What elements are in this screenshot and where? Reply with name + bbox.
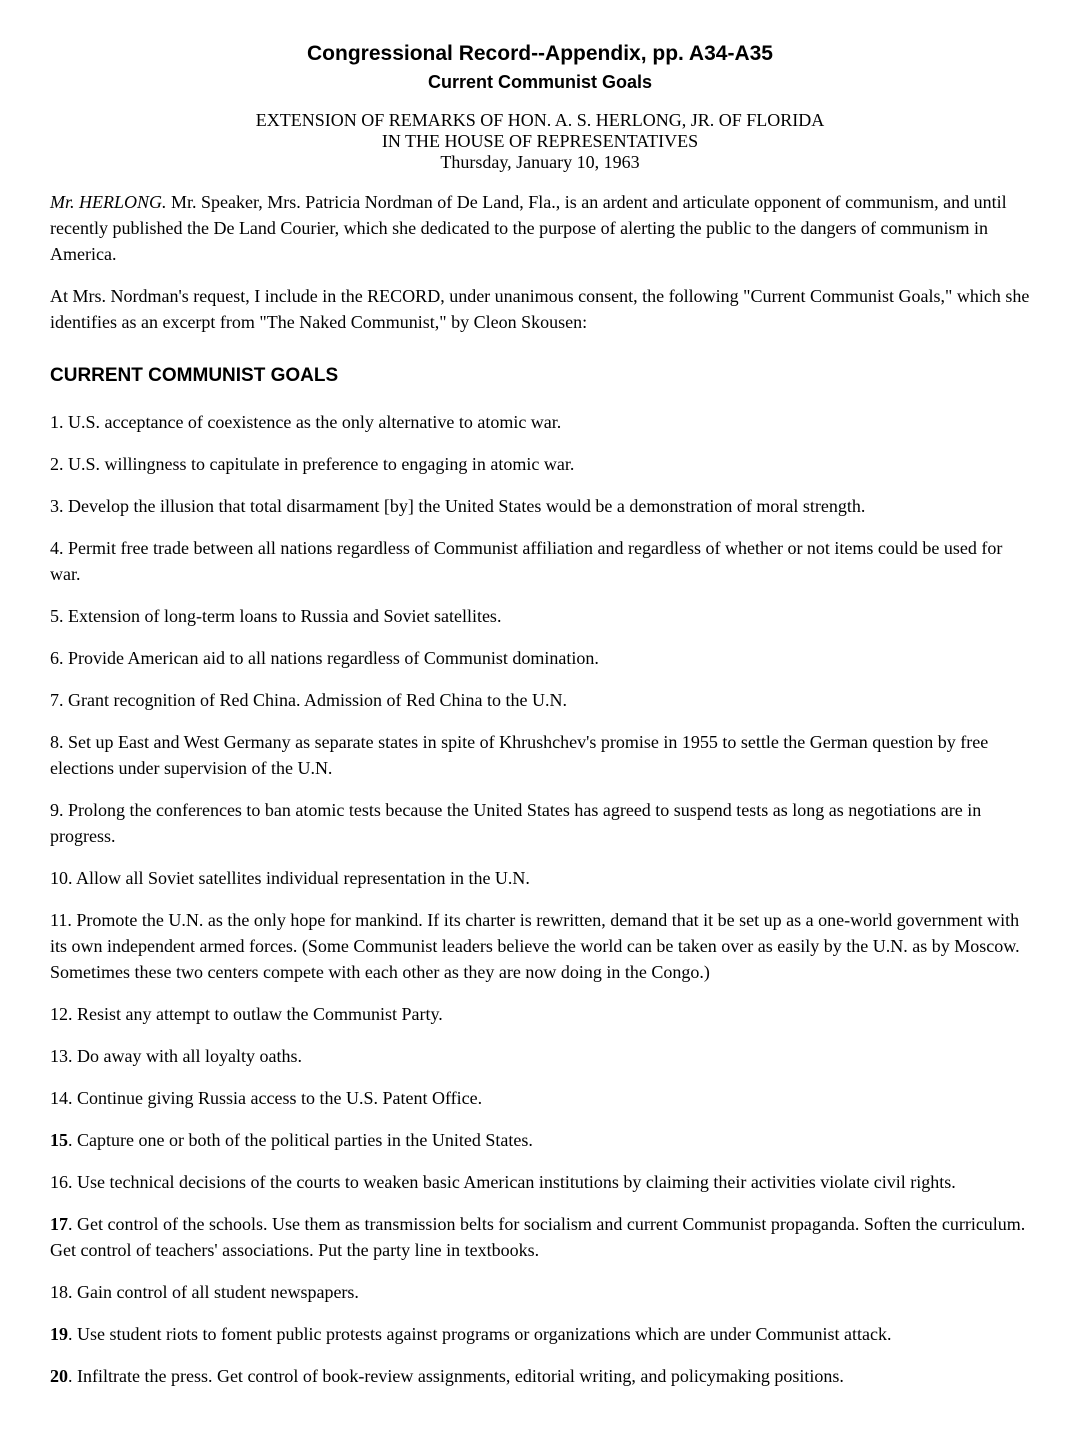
goal-number: 19 [50,1324,68,1344]
extension-of-remarks-block [50,110,1030,173]
date-line: Thursday, January 10, 1963 [440,152,640,172]
goal-number: 14 [50,1088,68,1108]
goal-separator: . [68,1130,77,1150]
goal-item [50,1321,1030,1347]
house-of-representatives-line: IN THE HOUSE OF REPRESENTATIVES [381,131,699,151]
goal-separator: . [59,496,68,516]
goal-text: Extension of long-term loans to Russia and Soviet satellites. [68,606,502,626]
goal-text: Permit free trade between all nations regardless of Communist affiliation and regardless of whether or not items could be used for war. [50,538,1003,584]
goal-item [50,687,1030,713]
goal-number: 9 [50,800,59,820]
intro-paragraph-1 [50,189,1030,267]
goal-separator: . [59,690,68,710]
goal-separator: . [67,910,77,930]
goal-text: Allow all Soviet satellites individual representation in the U.N. [76,868,530,888]
goal-item [50,1169,1030,1195]
intro-paragraph-2: At Mrs. Nordman's request, I include in the RECORD, under unanimous consent, the following "Current Communist Goals," which she identifies as an excerpt from "The Naked Communist," by Cleon Skousen: [50,286,1030,332]
goal-separator: . [59,454,68,474]
goal-text: Get control of the schools. Use them as transmission belts for socialism and current Communist propaganda. Soften the curriculum. Get control of teachers' associations. Put the party line in textbooks. [50,1214,1026,1260]
goal-text: Continue giving Russia access to the U.S. Patent Office. [77,1088,483,1108]
goal-number: 17 [50,1214,68,1234]
goal-text: Prolong the conferences to ban atomic tests because the United States has agreed to suspend tests as long as negotiations are in progress. [50,800,982,846]
goal-separator: . [68,1004,77,1024]
speaker-name-italic: Mr. HERLONG. [50,192,167,212]
goal-item [50,865,1030,891]
extension-of-remarks-line: EXTENSION OF REMARKS OF HON. A. S. HERLONG, JR. OF FLORIDA [255,110,825,130]
goal-number: 11 [50,910,68,930]
goal-item [50,1085,1030,1111]
goal-number: 4 [50,538,59,558]
goal-text: Set up East and West Germany as separate states in spite of Khrushchev's promise in 1955 to settle the German question by free elections under supervision of the U.N. [50,732,989,778]
goal-number: 15 [50,1130,68,1150]
goal-item [50,1127,1030,1153]
goal-separator: . [59,538,68,558]
goal-text: Develop the illusion that total disarmament [by] the United States would be a demonstration of moral strength. [68,496,866,516]
goal-separator: . [68,1046,77,1066]
goal-item [50,1363,1030,1389]
goal-item [50,797,1030,849]
goal-separator: . [59,606,68,626]
goal-item [50,1001,1030,1027]
goal-number: 12 [50,1004,68,1024]
goal-item [50,907,1030,985]
goal-separator: . [68,1088,77,1108]
goal-item [50,729,1030,781]
goal-separator: . [59,732,68,752]
goal-separator: . [59,800,68,820]
goal-text: Do away with all loyalty oaths. [77,1046,302,1066]
goal-item [50,645,1030,671]
goal-number: 5 [50,606,59,626]
goal-separator: . [68,1214,77,1234]
goals-list [50,409,1030,1389]
goal-text: Resist any attempt to outlaw the Communist Party. [77,1004,443,1024]
goal-number: 2 [50,454,59,474]
goal-separator: . [59,412,68,432]
goal-item [50,1279,1030,1305]
goal-item [50,493,1030,519]
goal-item [50,1043,1030,1069]
goal-separator: . [68,1324,77,1344]
goal-number: 18 [50,1282,68,1302]
goal-number: 1 [50,412,59,432]
goal-number: 10 [50,868,68,888]
goal-text: Gain control of all student newspapers. [77,1282,359,1302]
goal-number: 7 [50,690,59,710]
goal-separator: . [68,868,77,888]
goal-item [50,603,1030,629]
goal-separator: . [68,1172,77,1192]
document-header [50,42,1030,173]
goal-number: 8 [50,732,59,752]
goal-text: U.S. acceptance of coexistence as the only alternative to atomic war. [68,412,562,432]
goal-text: Capture one or both of the political parties in the United States. [77,1130,533,1150]
goal-item [50,535,1030,587]
intro-paragraph-1-text: Mr. Speaker, Mrs. Patricia Nordman of De Land, Fla., is an ardent and articulate opponent of communism, and until recently published the De Land Courier, which she dedicated to the purpose of alerting the public to the dangers of communism in America. [50,192,1007,264]
goal-number: 16 [50,1172,68,1192]
goal-separator: . [68,1366,77,1386]
goal-text: U.S. willingness to capitulate in preference to engaging in atomic war. [68,454,575,474]
goal-text: Use student riots to foment public protests against programs or organizations which are under Communist attack. [77,1324,892,1344]
goal-text: Provide American aid to all nations regardless of Communist domination. [68,648,599,668]
goal-item [50,409,1030,435]
section-heading: CURRENT COMMUNIST GOALS [50,365,339,386]
goal-text: Use technical decisions of the courts to weaken basic American institutions by claiming their activities violate civil rights. [77,1172,956,1192]
page-subtitle: Current Communist Goals [427,72,653,92]
goal-item [50,1211,1030,1263]
goal-item [50,451,1030,477]
goal-number: 20 [50,1366,68,1386]
goal-text: Infiltrate the press. Get control of book-review assignments, editorial writing, and policymaking positions. [77,1366,844,1386]
page-title: Congressional Record--Appendix, pp. A34-A35 [307,42,773,65]
goal-text: Promote the U.N. as the only hope for mankind. If its charter is rewritten, demand that it be set up as a one-world government with its own independent armed forces. (Some Communist leaders believe the world can be taken over as easily by the U.N. as by Moscow. Sometimes these two centers compete with each other as they are now doing in the Congo.) [50,910,1020,982]
goal-number: 13 [50,1046,68,1066]
goal-number: 6 [50,648,59,668]
goal-number: 3 [50,496,59,516]
goal-separator: . [68,1282,77,1302]
goal-separator: . [59,648,68,668]
goal-text: Grant recognition of Red China. Admission of Red China to the U.N. [68,690,567,710]
